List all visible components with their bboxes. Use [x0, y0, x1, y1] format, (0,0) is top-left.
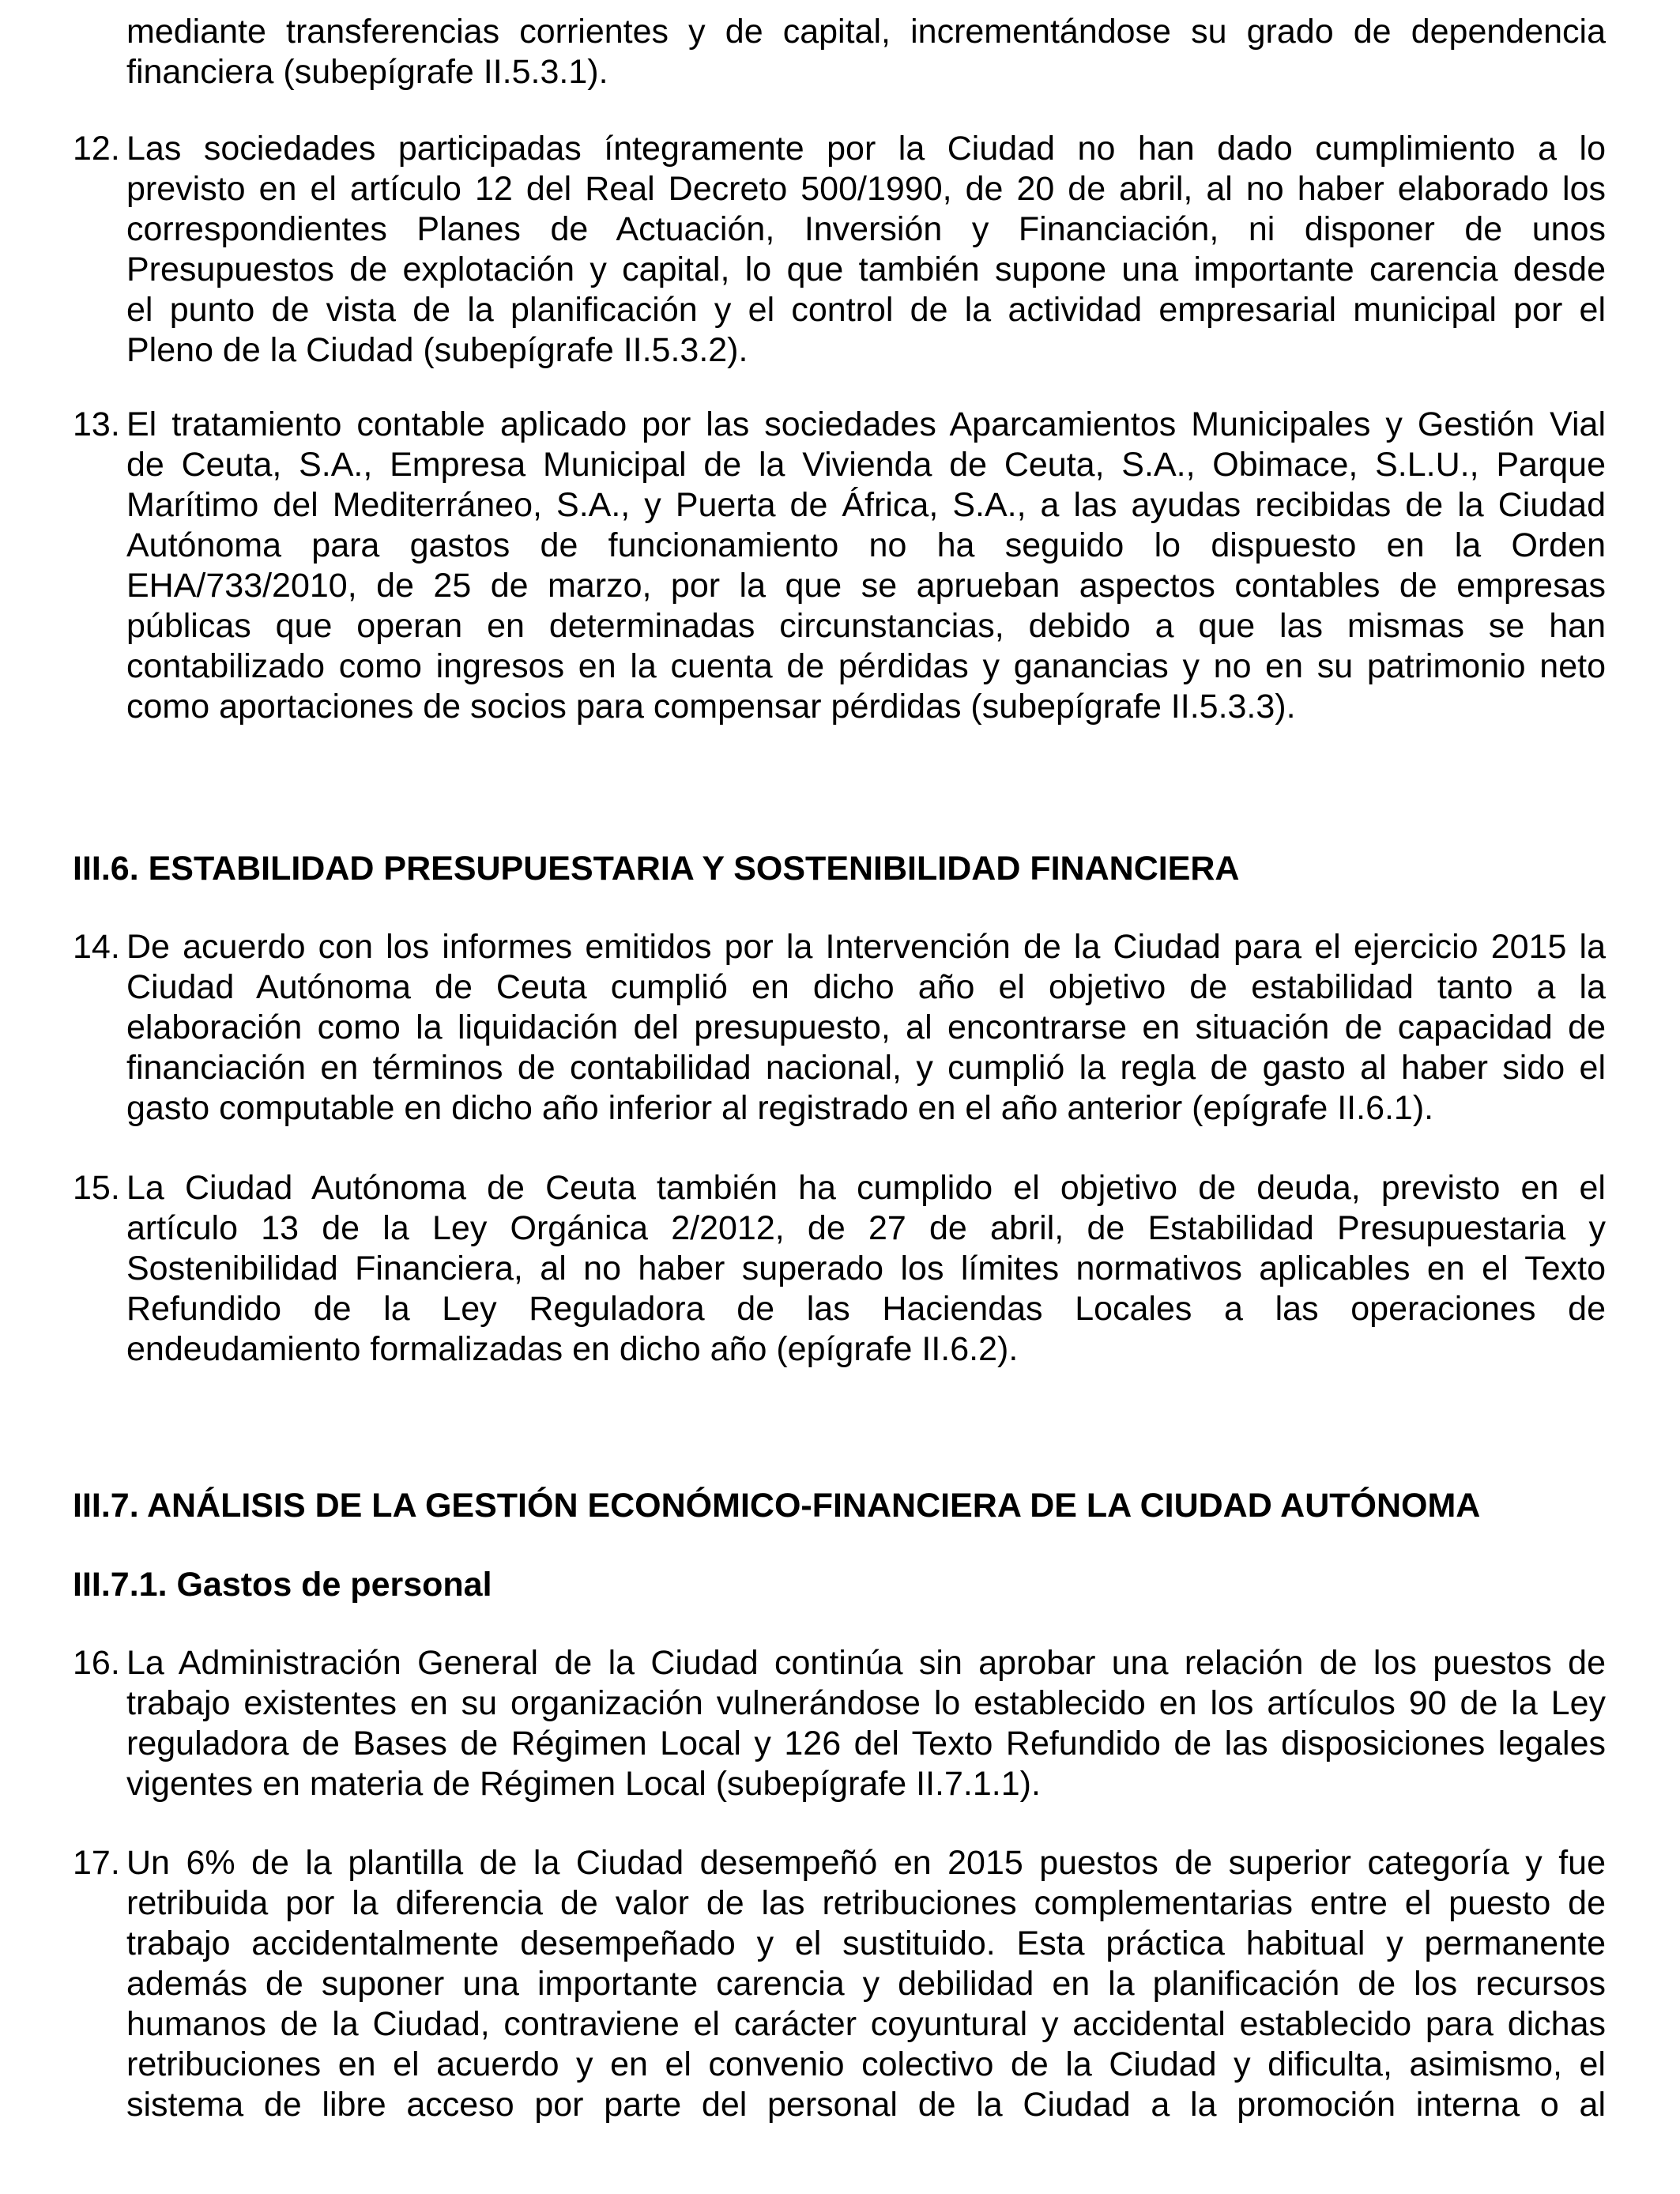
text-line: Autónoma para gastos de funcionamiento no ha seguido lo dispuesto en la Orden: [126, 526, 1606, 564]
paragraph-number: 16.: [73, 1644, 120, 1682]
section-heading-iii-6: III.6. ESTABILIDAD PRESUPUESTARIA Y SOSTENIBILIDAD FINANCIERA: [73, 850, 1240, 888]
paragraph-number: 14.: [73, 928, 120, 966]
text-line: Pleno de la Ciudad (subepígrafe II.5.3.2).: [126, 331, 748, 369]
text-line: de Ceuta, S.A., Empresa Municipal de la Vivienda de Ceuta, S.A., Obimace, S.L.U., Parque: [126, 446, 1606, 484]
text-line: El tratamiento contable aplicado por las sociedades Aparcamientos Municipales y Gestión Vial: [126, 405, 1606, 443]
text-line: Presupuestos de explotación y capital, lo que también supone una importante carencia desde: [126, 251, 1606, 288]
text-line: humanos de la Ciudad, contraviene el carácter coyuntural y accidental establecido para dichas: [126, 2005, 1606, 2043]
text-line: gasto computable en dicho año inferior al registrado en el año anterior (epígrafe II.6.1).: [126, 1089, 1434, 1127]
paragraph-p12: [73, 129, 1606, 371]
text-line: retribuciones en el acuerdo y en el convenio colectivo de la Ciudad y dificulta, asimismo, el: [126, 2045, 1606, 2083]
text-line: La Ciudad Autónoma de Ceuta también ha cumplido el objetivo de deuda, previsto en el: [126, 1169, 1606, 1207]
text-line: De acuerdo con los informes emitidos por la Intervención de la Ciudad para el ejercicio 2015 la: [126, 928, 1606, 966]
paragraph-p11-cont: [126, 12, 1606, 92]
text-line: La Administración General de la Ciudad continúa sin aprobar una relación de los puestos de: [126, 1644, 1606, 1682]
paragraph-number: 13.: [73, 405, 120, 443]
text-line: Sostenibilidad Financiera, al no haber superado los límites normativos aplicables en el Texto: [126, 1250, 1606, 1287]
text-line: además de suponer una importante carencia y debilidad en la planificación de los recursos: [126, 1965, 1606, 2003]
text-line: públicas que operan en determinadas circunstancias, debido a que las mismas se han: [126, 607, 1606, 645]
text-line: sistema de libre acceso por parte del personal de la Ciudad a la promoción interna o al: [126, 2086, 1606, 2124]
paragraph-p17: [73, 1843, 1606, 2125]
text-line: artículo 13 de la Ley Orgánica 2/2012, de 27 de abril, de Estabilidad Presupuestaria y: [126, 1209, 1606, 1247]
text-line: trabajo existentes en su organización vulnerándose lo establecido en los artículos 90 de la Ley: [126, 1684, 1606, 1722]
paragraph-p14: [73, 927, 1606, 1129]
text-line: Las sociedades participadas íntegramente por la Ciudad no han dado cumplimiento a lo: [126, 130, 1606, 168]
text-line: como aportaciones de socios para compensar pérdidas (subepígrafe II.5.3.3).: [126, 688, 1296, 726]
text-line: Un 6% de la plantilla de la Ciudad desempeñó en 2015 puestos de superior categoría y fue: [126, 1844, 1606, 1882]
text-line: financiación en términos de contabilidad nacional, y cumplió la regla de gasto al haber sido el: [126, 1049, 1606, 1087]
text-line: mediante transferencias corrientes y de capital, incrementándose su grado de dependencia: [126, 13, 1606, 51]
text-line: contabilizado como ingresos en la cuenta de pérdidas y ganancias y no en su patrimonio neto: [126, 647, 1606, 685]
paragraph-p16: [73, 1643, 1606, 1804]
text-line: Ciudad Autónoma de Ceuta cumplió en dicho año el objetivo de estabilidad tanto a la: [126, 968, 1606, 1006]
text-line: previsto en el artículo 12 del Real Decreto 500/1990, de 20 de abril, al no haber elaborado los: [126, 170, 1606, 208]
section-heading-iii-7: III.7. ANÁLISIS DE LA GESTIÓN ECONÓMICO-FINANCIERA DE LA CIUDAD AUTÓNOMA: [73, 1487, 1481, 1525]
paragraph-p15: [73, 1168, 1606, 1370]
paragraph-number: 15.: [73, 1169, 120, 1207]
text-line: Marítimo del Mediterráneo, S.A., y Puerta de África, S.A., a las ayudas recibidas de la Ciudad: [126, 486, 1606, 524]
text-line: trabajo accidentalmente desempeñado y el sustituido. Esta práctica habitual y permanente: [126, 1924, 1606, 1962]
text-line: endeudamiento formalizadas en dicho año (epígrafe II.6.2).: [126, 1330, 1019, 1368]
text-line: correspondientes Planes de Actuación, Inversión y Financiación, ni disponer de unos: [126, 210, 1606, 248]
text-line: elaboración como la liquidación del presupuesto, al encontrarse en situación de capacidad de: [126, 1008, 1606, 1046]
subsection-heading-iii-7-1: III.7.1. Gastos de personal: [73, 1566, 492, 1604]
paragraph-number: 17.: [73, 1844, 120, 1882]
paragraph-number: 12.: [73, 130, 120, 168]
text-line: el punto de vista de la planificación y el control de la actividad empresarial municipal por el: [126, 291, 1606, 329]
text-line: Refundido de la Ley Reguladora de las Haciendas Locales a las operaciones de: [126, 1290, 1606, 1328]
text-line: reguladora de Bases de Régimen Local y 126 del Texto Refundido de las disposiciones legales: [126, 1725, 1606, 1762]
text-line: retribuida por la diferencia de valor de las retribuciones complementarias entre el puesto de: [126, 1884, 1606, 1922]
text-line: vigentes en materia de Régimen Local (subepígrafe II.7.1.1).: [126, 1765, 1041, 1803]
text-line: financiera (subepígrafe II.5.3.1).: [126, 53, 608, 91]
text-line: EHA/733/2010, de 25 de marzo, por la que se aprueban aspectos contables de empresas: [126, 567, 1606, 605]
paragraph-p13: [73, 405, 1606, 727]
